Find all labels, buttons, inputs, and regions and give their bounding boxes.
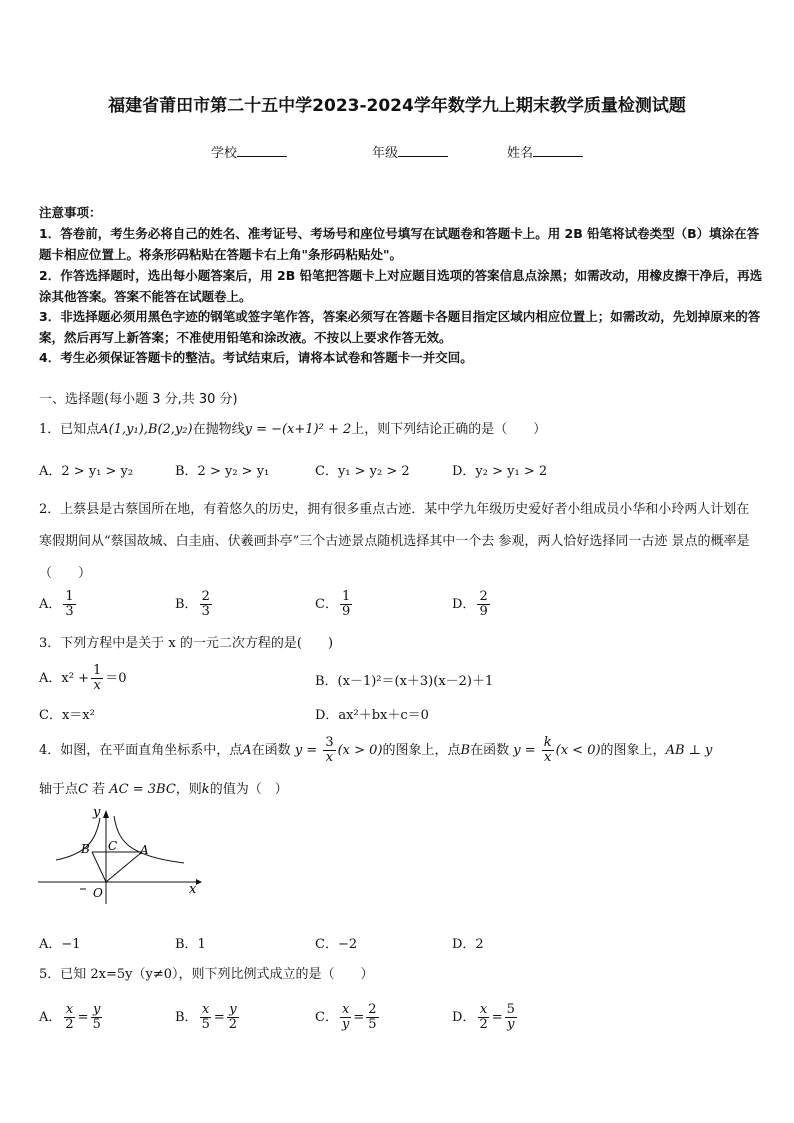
- grade-blank: [398, 144, 448, 157]
- q4-option-a[interactable]: A．−1: [39, 937, 81, 952]
- q2-b-den: 3: [201, 604, 210, 619]
- q4-point-c: C: [78, 782, 88, 797]
- q2-option-d[interactable]: [452, 590, 492, 619]
- q4-f1-num: 3: [325, 735, 334, 750]
- q1-option-c[interactable]: C．y₁ > y₂ > 2: [315, 464, 410, 479]
- q1-stem-b: 在抛物线: [192, 422, 245, 437]
- x-axis-arrow: [196, 879, 202, 885]
- q3-option-a[interactable]: [39, 664, 127, 693]
- school-field: [211, 142, 287, 161]
- q2-option-d-label: D．: [452, 597, 476, 612]
- q2-b-num: 2: [201, 589, 210, 604]
- q5-option-c[interactable]: C． $\frac{x}{y}$ = $\frac{2}{5}$: [315, 1002, 377, 1032]
- q5-a-rn: y: [93, 1002, 101, 1017]
- grade-field: [372, 142, 448, 161]
- q5-d-ld: 2: [479, 1017, 488, 1032]
- q5-option-b[interactable]: B． $\frac{x}{5}$ = $\frac{y}{2}$: [175, 1002, 238, 1032]
- q4-e: 的图象上，: [600, 743, 666, 758]
- q1-parabola: y = −(x+1)² + 2: [244, 422, 352, 437]
- q3-option-b[interactable]: B．(x－1)²＝(x＋3)(x－2)＋1: [315, 674, 494, 689]
- q3-a-num: 1: [92, 663, 102, 678]
- notice-item-4: 4．考生必须保证答题卡的整洁。考试结束后，请将本试卷和答题卡一并交回。: [39, 350, 473, 365]
- q4-perp: AB ⊥ y: [665, 743, 713, 758]
- q4-k: k: [201, 782, 210, 797]
- q5-c-ln: x: [341, 1002, 350, 1017]
- name-blank: [533, 144, 583, 157]
- q5-c-rd: 5: [368, 1017, 377, 1032]
- fig-label-x: x: [189, 882, 197, 897]
- q4-figure: [36, 806, 206, 906]
- fig-label-y: y: [93, 806, 101, 820]
- q2-option-c-label: C．: [315, 597, 338, 612]
- notice-item-2: 2．作答选择题时，选出每小题答案后，用 2B 铅笔把答题卡上对应题目选项的答案信息点涂黑；如需改动，用橡皮擦干净后，再选涂其他答案。答案不能答在试题卷上。: [39, 268, 763, 304]
- q4-line2-a: 轴于点: [39, 782, 79, 797]
- q4-f1-cond: (x > 0): [337, 743, 383, 758]
- q5-a-label: A．: [39, 1010, 62, 1025]
- q3-a-label: A．x² +: [39, 671, 89, 686]
- q4-point-b: B: [460, 743, 471, 758]
- q4-option-d[interactable]: D．2: [452, 937, 484, 952]
- notice-item-3: 3．非选择题必须用黑色字迹的钢笔或签字笔作答，答案必须写在答题卡各题目指定区域内相应位置上；如需改动，先划掉原来的答案，然后再写上新答案；不准使用铅笔和涂改液。不按以上要求作答无效。: [39, 309, 761, 345]
- q2-stem: 2．上蔡县是古蔡国所在地，有着悠久的历史，拥有很多重点古迹．某中学九年级历史爱好者小组成员小华和小玲两人计划在寒假期间从“蔡国故城、白圭庙、伏羲画卦亭”三个古迹景点随机选择其中一个去 参观，两人恰好选择同一古迹 景点的概率是（ ）: [39, 502, 750, 581]
- q1-option-a[interactable]: A．2 > y₁ > y₂: [39, 464, 134, 479]
- section-heading: 一、选择题(每小题 3 分,共 30 分): [39, 392, 238, 407]
- q5-option-d[interactable]: D． $\frac{x}{2}$ = $\frac{5}{y}$: [452, 1002, 515, 1032]
- segment-ob: [92, 852, 106, 882]
- q2-c-den: 9: [341, 604, 351, 619]
- q5-a-rd: 5: [92, 1017, 101, 1032]
- q4-c: 的图象上，点: [382, 743, 461, 758]
- q4-option-b[interactable]: B．1: [175, 937, 206, 952]
- q4-f2-cond: (x < 0): [555, 743, 601, 758]
- q5-c-ld: y: [341, 1017, 350, 1032]
- q2-option-a[interactable]: [39, 590, 78, 619]
- fig-label-b: B: [81, 842, 90, 856]
- q2-a-den: 3: [65, 604, 74, 619]
- q5-b-ld: 5: [201, 1017, 210, 1032]
- q4-d: 在函数: [470, 743, 510, 758]
- q3-stem: 3．下列方程中是关于 x 的一元二次方程的是( ): [39, 636, 334, 651]
- q4-f1-den: x: [325, 750, 334, 765]
- q5-c-rn: 2: [368, 1002, 377, 1017]
- q3-option-d[interactable]: D．ax²＋bx＋c＝0: [315, 708, 429, 723]
- q4-stem-line1: 4．如图，在平面直角坐标系中，点A在函数 y = $\frac{3}{x}$ (x > 0)的图象上，点B在函数 y = $\frac{k}{x}$ (x < 0)的图象上，AB ⊥ y: [39, 735, 713, 765]
- q5-a-ln: x: [65, 1002, 74, 1017]
- q2-option-b[interactable]: [175, 590, 214, 619]
- q4-cond: AC = 3BC: [109, 782, 176, 797]
- q5-b-rd: 2: [228, 1017, 238, 1032]
- curve-right: [114, 816, 184, 863]
- notice-heading: 注意事项：: [39, 205, 102, 220]
- q2-c-num: 1: [341, 589, 351, 604]
- q5-b-label: B．: [175, 1010, 198, 1025]
- page-title: 福建省莆田市第二十五中学2023-2024学年数学九上期末教学质量检测试题: [108, 96, 686, 116]
- q5-d-ln: x: [479, 1002, 488, 1017]
- q3-a-den: x: [93, 678, 101, 693]
- q4-f2-den: x: [544, 750, 552, 765]
- q4-b: 在函数: [251, 743, 291, 758]
- q3-option-c[interactable]: C．x＝x²: [39, 708, 95, 723]
- fig-label-o: O: [93, 886, 103, 900]
- q5-d-label: D．: [452, 1010, 476, 1025]
- q5-b-ln: x: [202, 1002, 210, 1017]
- grade-label: 年级: [372, 146, 399, 161]
- q2-option-a-label: A．: [39, 597, 62, 612]
- q5-a-ld: 2: [65, 1017, 74, 1032]
- q1-option-d[interactable]: D．y₂ > y₁ > 2: [452, 464, 548, 479]
- q2-a-num: 1: [65, 589, 74, 604]
- q3-a-tail: ＝0: [105, 671, 127, 686]
- curve-left: [56, 818, 100, 860]
- q2-d-num: 2: [479, 589, 488, 604]
- fig-label-a: A: [140, 843, 149, 857]
- school-blank: [237, 144, 287, 157]
- q4-f2-num: k: [543, 735, 552, 750]
- q4-line2-d: 的值为（ ）: [209, 782, 288, 797]
- name-label: 姓名: [507, 146, 534, 161]
- segment-oa: [106, 852, 142, 882]
- q1-option-b[interactable]: B．2 > y₂ > y₁: [175, 464, 270, 479]
- fig-label-c: C: [108, 839, 118, 853]
- q2-option-b-label: B．: [175, 597, 198, 612]
- school-label: 学校: [211, 146, 238, 161]
- q4-a: 4．如图，在平面直角坐标系中，点: [39, 743, 243, 758]
- q4-point-a: A: [242, 743, 252, 758]
- q4-option-c[interactable]: C．−2: [315, 937, 358, 952]
- q5-option-a[interactable]: A． $\frac{x}{2}$ = $\frac{y}{5}$: [39, 1002, 101, 1032]
- q2-d-den: 9: [479, 604, 488, 619]
- q4-line2-b: 若: [92, 782, 106, 797]
- q2-option-c[interactable]: [315, 590, 354, 619]
- name-field: [507, 142, 583, 161]
- q5-d-rn: 5: [506, 1002, 515, 1017]
- q5-c-label: C．: [315, 1010, 338, 1025]
- q1-point-a: A(1,y₁): [99, 422, 144, 437]
- q4-stem-line2: [39, 780, 288, 800]
- q1-stem-a: 1．已知点: [39, 422, 100, 437]
- q1-stem: [39, 420, 546, 440]
- q1-stem-c: 上，则下列结论正确的是（ ）: [351, 422, 547, 437]
- q1-point-b: ,B(2,y₂): [143, 422, 193, 437]
- notice-item-1: 1．答卷前，考生务必将自己的姓名、准考证号、考场号和座位号填写在试题卷和答题卡上。用 2B 铅笔将试卷类型（B）填涂在答题卡相应位置上。将条形码粘贴在答题卡右上角"条形码粘贴处"。: [39, 226, 760, 262]
- q5-stem: 5．已知 2x=5y（y≠0），则下列比例式成立的是（ ）: [39, 967, 374, 982]
- y-axis-arrow: [103, 810, 109, 818]
- q4-line2-c: ，则: [175, 782, 202, 797]
- q5-b-rn: y: [229, 1002, 237, 1017]
- q5-d-rd: y: [507, 1017, 515, 1032]
